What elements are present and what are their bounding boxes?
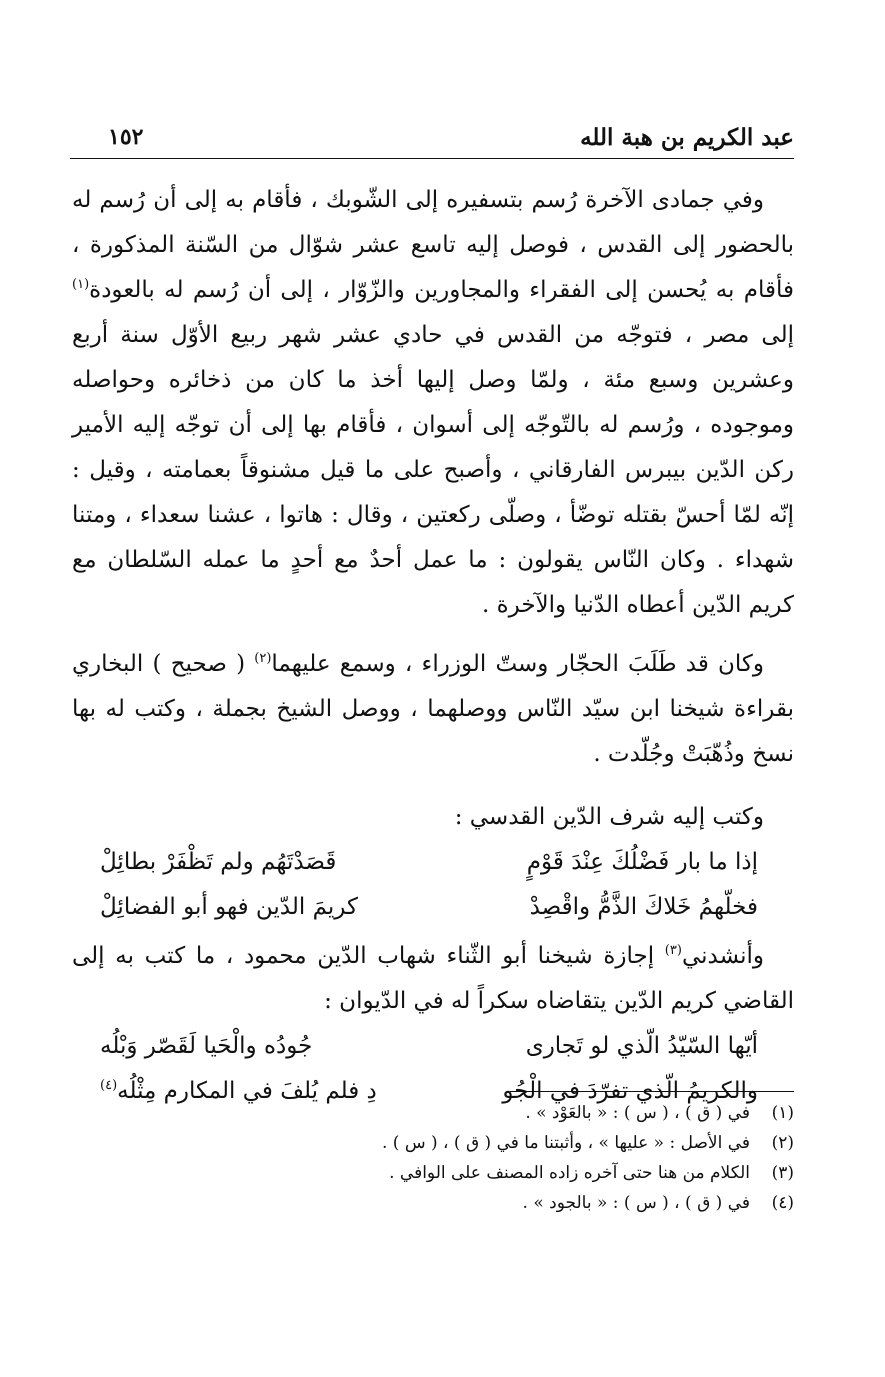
- paragraph-3: وكتب إليه شرف الدّين القدسي :: [454, 804, 764, 830]
- paragraph-4-part-b: إجازة شيخنا أبو الثّناء شهاب الدّين محمود ، ما كتب به إلى القاضي كريم الدّين يتقاضاه سكراً له في الدّيوان :: [72, 943, 794, 1014]
- poem-1-verse-2-sadr: فخلّهمُ خَلاكَ الذَّمُّ واقْصِدْ: [529, 894, 758, 920]
- page-header: [70, 122, 794, 159]
- poem-2-verse-2-ajuz-text: دِ فلم يُلفَ في المكارم مِثْلُه: [117, 1078, 377, 1104]
- running-title: عبد الكريم بن هبة الله: [580, 124, 794, 151]
- footnote-3-number: (٣): [771, 1163, 794, 1183]
- poem-1: [72, 840, 794, 930]
- paragraph-2-part-a: وكان قد طَلَبَ الحجّار وستّ الوزراء ، وسمع عليهما: [271, 651, 764, 677]
- poem-2-verse-1: [72, 1024, 794, 1069]
- footnote-ref-3: (٣): [664, 943, 682, 958]
- poem-2-verse-1-ajuz-text: جُودُه والْحَيا لَقَصّر وَبْلُه: [100, 1033, 313, 1059]
- footnote-4-text: في ( ق ) ، ( س ) : « بالجود » .: [522, 1193, 750, 1213]
- poem-1-verse-2: [72, 885, 794, 930]
- footnote-1: [72, 1098, 794, 1128]
- paragraph-4-part-a: وأنشدني: [681, 943, 764, 969]
- poem-2-verse-1-ajuz: [72, 1024, 429, 1069]
- footnote-4-number: (٤): [771, 1193, 794, 1213]
- poem-1-verse-1-sadr: إذا ما بار فَضْلُكَ عِنْدَ قَوْمٍ: [526, 849, 758, 875]
- paragraph-1-part-a: وفي جمادى الآخرة رُسم بتسفيره إلى الشّوبك ، فأقام به إلى أن رُسم له بالحضور إلى القدس ، فوصل إليه تاسع عشر شوّال من السّنة المذكورة ، فأقام به يُحسن إلى الفقراء والمجاورين والزّوّار ، إلى أن رُسم له بالعودة: [72, 187, 794, 303]
- main-text: [72, 178, 794, 1118]
- footnote-divider: [510, 1091, 794, 1092]
- paragraph-2: [72, 642, 794, 777]
- footnote-2: [72, 1128, 794, 1158]
- poem-1-verse-1: [72, 840, 794, 885]
- footnote-2-text: في الأصل : « عليها » ، وأثبتنا ما في ( ق ) ، ( س ) .: [382, 1133, 750, 1153]
- paragraph-1: [72, 178, 794, 628]
- footnote-ref-4: (٤): [100, 1078, 118, 1093]
- footnote-4: [72, 1188, 794, 1218]
- footnote-ref-1: (١): [72, 277, 90, 292]
- poem-1-verse-1-ajuz: قَصَدْتَهُم ولم تَظْفَرْ بطائِلْ: [100, 849, 337, 875]
- footnote-ref-2: (٢): [254, 651, 272, 666]
- page-number: ١٥٢: [108, 124, 144, 150]
- poem-2-verse-1-sadr: أيّها السّيّدُ الّذي لو تَجارى: [525, 1033, 758, 1059]
- footnote-3: [72, 1158, 794, 1188]
- poem-2-verse-2-sadr: والكريمُ الّذي تفرّدَ في الْجُو: [502, 1078, 758, 1104]
- paragraph-1-part-b: إلى مصر ، فتوجّه من القدس في حادي عشر شهر ربيع الأوّل سنة أربع وعشرين وسبع مئة ، ولمّا وصل إليها أخذ ما كان من ذخائره وحواصله وموجوده ، ورُسم له بالتّوجّه إلى أسوان ، فأقام بها إلى أن توجّه إليه الأمير ركن الدّين بيبرس الفارقاني ، وأصبح على ما قيل مشنوقاً بعمامته ، وقيل : إنّه لمّا أحسّ بقتله توضّأ ، وصلّى ركعتين ، وقال : هاتوا ، عشنا سعداء ، ومتنا شهداء . وكان النّاس يقولون : ما عمل أحدٌ مع أحدٍ ما عمله السّلطان مع كريم الدّين أعطاه الدّنيا والآخرة .: [72, 322, 794, 618]
- poem-1-verse-2-ajuz: كريمَ الدّين فهو أبو الفضائِلْ: [100, 894, 358, 920]
- footnote-1-text: في ( ق ) ، ( س ) : « بالعَوْد » .: [525, 1103, 750, 1123]
- footnote-2-number: (٢): [771, 1133, 794, 1153]
- footnote-1-number: (١): [771, 1103, 794, 1123]
- paragraph-4: [72, 934, 794, 1024]
- footnotes: [72, 1098, 794, 1218]
- footnote-3-text: الكلام من هنا حتى آخره زاده المصنف على الوافي .: [389, 1163, 750, 1183]
- paragraph-2-part-b: ( صحيح ) البخاري بقراءة شيخنا ابن سيّد النّاس ووصلهما ، ووصل الشيخ بجملة ، وكتب له بها نسخ وذُهّبَتْ وجُلّدت .: [72, 651, 794, 767]
